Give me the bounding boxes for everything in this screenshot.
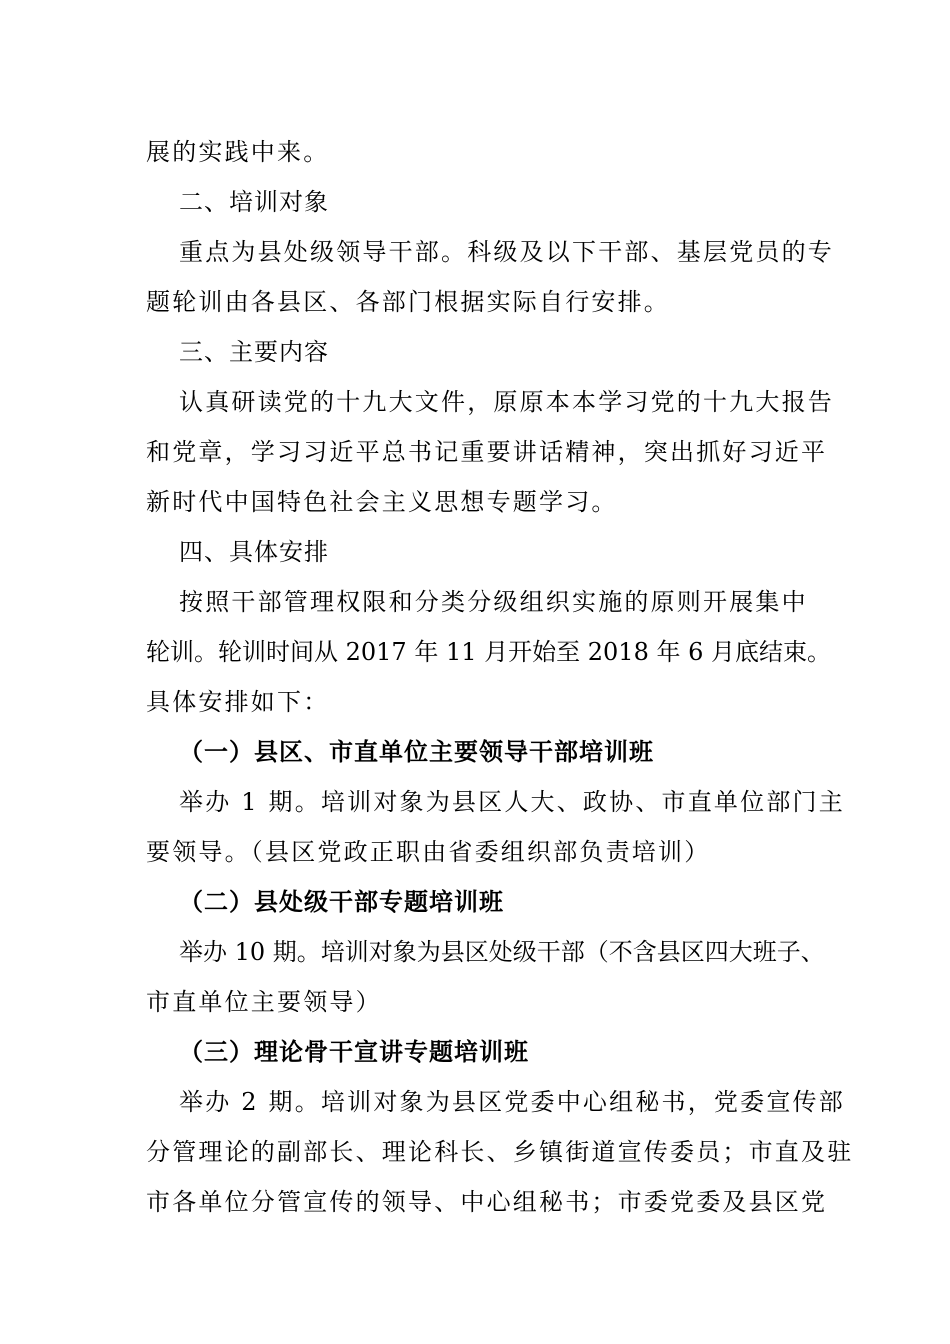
paragraph-line: 认真研读党的十九大文件，原原本本学习党的十九大报告 <box>179 388 834 416</box>
paragraph-line: 按照干部管理权限和分类分级组织实施的原则开展集中 <box>179 588 808 616</box>
paragraph-line: 新时代中国特色社会主义思想专题学习。 <box>146 488 618 516</box>
document-page <box>146 127 854 1227</box>
subsection-heading-1: （一）县区、市直单位主要领导干部培训班 <box>179 738 654 766</box>
paragraph-line: 市直单位主要领导） <box>146 988 382 1016</box>
paragraph-line: 分管理论的副部长、理论科长、乡镇街道宣传委员；市直及驻 <box>146 1138 854 1166</box>
paragraph-line: 重点为县处级领导干部。科级及以下干部、基层党员的专 <box>179 238 834 266</box>
subsection-heading-2: （二）县处级干部专题培训班 <box>179 888 504 916</box>
body-text-line: 展的实践中来。 <box>146 138 330 166</box>
paragraph-line: 和党章，学习习近平总书记重要讲话精神，突出抓好习近平 <box>146 438 828 466</box>
paragraph-line: 题轮训由各县区、各部门根据实际自行安排。 <box>146 288 670 316</box>
paragraph-line: 具体安排如下： <box>146 688 330 716</box>
paragraph-line: 举办 2 期。培训对象为县区党委中心组秘书，党委宣传部 <box>179 1088 845 1116</box>
section-heading-2: 二、培训对象 <box>179 188 329 216</box>
paragraph-line: 要领导。（县区党政正职由省委组织部负责培训） <box>146 838 711 866</box>
subsection-heading-3: （三）理论骨干宣讲专题培训班 <box>179 1038 529 1066</box>
paragraph-line: 市各单位分管宣传的领导、中心组秘书；市委党委及县区党 <box>146 1188 828 1216</box>
paragraph-line: 举办 10 期。培训对象为县区处级干部（不含县区四大班子、 <box>179 938 825 966</box>
section-heading-3: 三、主要内容 <box>179 338 329 366</box>
section-heading-4: 四、具体安排 <box>179 538 329 566</box>
paragraph-line: 轮训。轮训时间从 2017 年 11 月开始至 2018 年 6 月底结束。 <box>146 638 831 666</box>
paragraph-line: 举办 1 期。培训对象为县区人大、政协、市直单位部门主 <box>179 788 845 816</box>
